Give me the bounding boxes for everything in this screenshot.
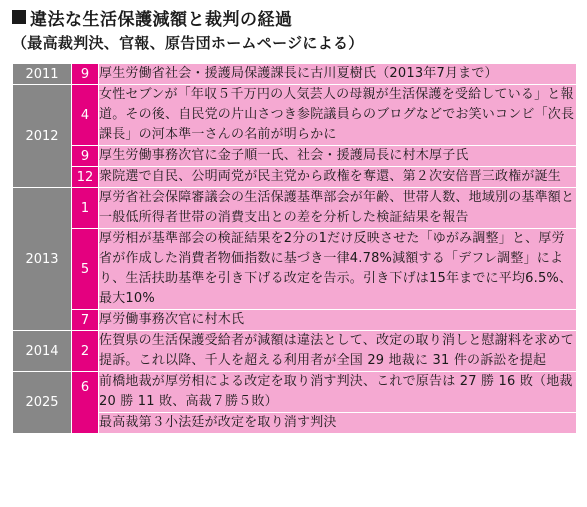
event-cell: 衆院選で自民、公明両党が民主党から政権を奪還、第２次安倍晋三政権が誕生: [99, 167, 577, 188]
title-square-icon: [12, 10, 26, 24]
month-cell: 4: [72, 85, 99, 146]
title: 違法な生活保護減額と裁判の経過: [30, 9, 293, 30]
title-line: [12, 5, 364, 29]
month-cell: 12: [72, 167, 99, 188]
table-row: [13, 372, 577, 413]
table-row: [13, 331, 577, 372]
year-cell: 2011: [13, 64, 72, 85]
header: [12, 5, 364, 53]
event-cell: 厚労働事務次官に村木氏: [99, 310, 577, 331]
subtitle: （最高裁判決、官報、原告団ホームページによる）: [12, 34, 364, 52]
month-cell: 2: [72, 331, 99, 372]
month-cell: 9: [72, 146, 99, 167]
year-cell: 2025: [13, 372, 72, 434]
month-cell: 6: [72, 372, 99, 434]
year-cell: 2012: [13, 85, 72, 188]
table-row: [13, 229, 577, 310]
event-cell: 女性セブンが「年収５千万円の人気芸人の母親が生活保護を受給している」と報道。その後、自民党の片山さつき参院議員らのブログなどでお笑いコンビ「次長課長」の河本準一さんの名前が明らかに: [99, 85, 577, 146]
table-row: [13, 188, 577, 229]
year-cell: 2014: [13, 331, 72, 372]
table-row: [13, 167, 577, 188]
event-cell: 前橋地裁が厚労相による改定を取り消す判決、これで原告は 27 勝 16 敗（地裁 20 勝 11 敗、高裁７勝５敗）: [99, 372, 577, 413]
month-cell: 9: [72, 64, 99, 85]
year-cell: 2013: [13, 188, 72, 331]
table-row: [13, 85, 577, 146]
event-cell: 最高裁第３小法廷が改定を取り消す判決: [99, 413, 577, 434]
event-cell: 厚生労働事務次官に金子順一氏、社会・援護局長に村木厚子氏: [99, 146, 577, 167]
month-cell: 7: [72, 310, 99, 331]
table-row: [13, 64, 577, 85]
month-cell: 1: [72, 188, 99, 229]
table-row: [13, 146, 577, 167]
event-cell: 厚労省社会保障審議会の生活保護基準部会が年齢、世帯人数、地域別の基準額と一般低所得者世帯の消費支出との差を分析した検証結果を報告: [99, 188, 577, 229]
table-row: [13, 310, 577, 331]
event-cell: 佐賀県の生活保護受給者が減額は違法として、改定の取り消しと慰謝料を求めて提訴。これ以降、千人を超える利用者が全国 29 地裁に 31 件の訴訟を提起: [99, 331, 577, 372]
timeline-table: [12, 63, 577, 434]
event-cell: 厚労相が基準部会の検証結果を2分の1だけ反映させた「ゆがみ調整」と、厚労省が作成した消費者物価指数に基づき一律4.78%減額する「デフレ調整」により、生活扶助基準を引き下げる改定を告示。引き下げは15年までに平均6.5%、最大10%: [99, 229, 577, 310]
month-cell: 5: [72, 229, 99, 310]
event-cell: 厚生労働省社会・援護局保護課長に古川夏樹氏（2013年7月まで）: [99, 64, 577, 85]
